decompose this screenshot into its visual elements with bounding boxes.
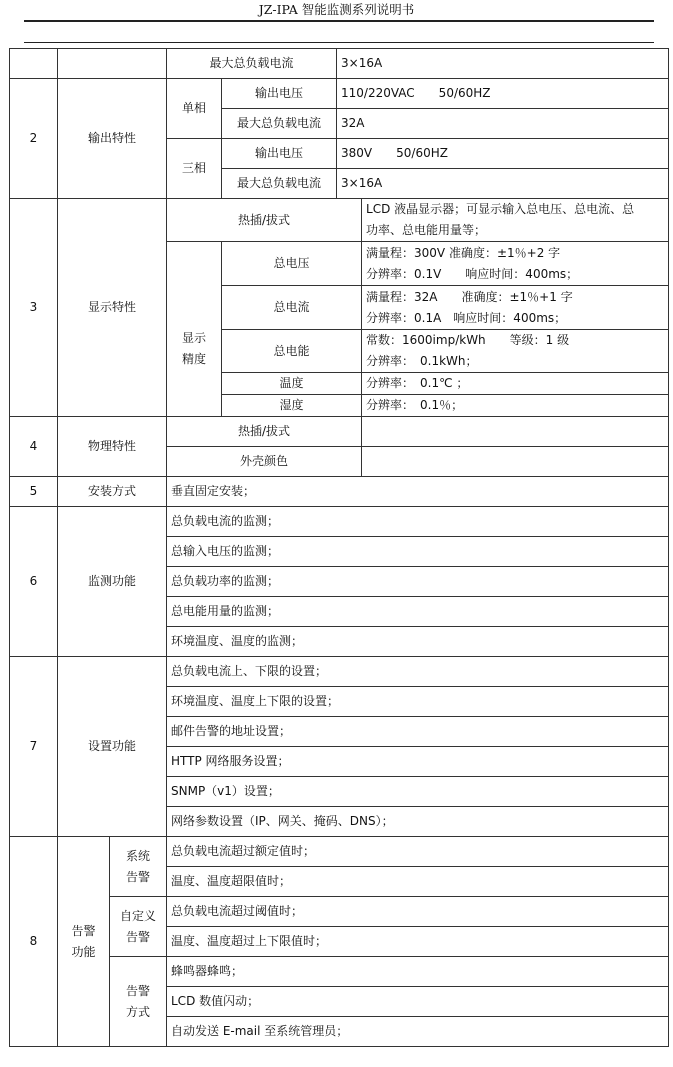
item-label: 总电能 [222, 330, 362, 373]
list-item: 总负载电流上、下限的设置； [167, 657, 669, 687]
item-value: 垂直固定安装； [167, 477, 669, 507]
list-item: SNMP（v1）设置； [167, 777, 669, 807]
item-value [362, 199, 669, 242]
list-item: 邮件告警的地址设置； [167, 717, 669, 747]
list-item: 总输入电压的监测； [167, 537, 669, 567]
item-label: 外壳颜色 [167, 447, 362, 477]
list-item: 环境温度、温度的监测； [167, 627, 669, 657]
item-value [362, 417, 669, 447]
list-item: 蜂鸣器蜂鸣； [167, 957, 669, 987]
item-value: 3×16A [337, 49, 669, 79]
list-item: 总负载电流超过阈值时； [167, 897, 669, 927]
section-number: 8 [10, 837, 58, 1047]
section-category: 监测功能 [58, 507, 167, 657]
table-row [10, 79, 669, 109]
list-item: 总电能用量的监测； [167, 597, 669, 627]
section-number: 4 [10, 417, 58, 477]
table-row [10, 837, 669, 867]
list-item: HTTP 网络服务设置； [167, 747, 669, 777]
item-value [362, 242, 669, 286]
section-category: 设置功能 [58, 657, 167, 837]
section-category: 输出特性 [58, 79, 167, 199]
section-category: 物理特性 [58, 417, 167, 477]
item-value [362, 447, 669, 477]
table-row [10, 657, 669, 687]
row-number-cell [10, 49, 58, 79]
header-rule-thick [24, 20, 654, 22]
list-item: 环境温度、温度上下限的设置； [167, 687, 669, 717]
item-label: 热插/拔式 [167, 417, 362, 447]
item-label: 最大总负载电流 [167, 49, 337, 79]
item-label: 总电流 [222, 286, 362, 330]
item-value: 3×16A [337, 169, 669, 199]
item-label: 输出电压 [222, 139, 337, 169]
value-line: 满量程：300V 准确度：±1％+2 字 [366, 245, 561, 260]
alarm-type-custom: 自定义 告警 [110, 897, 167, 957]
item-value [362, 330, 669, 373]
table-row [10, 477, 669, 507]
item-label: 总电压 [222, 242, 362, 286]
list-item: 温度、温度超限值时； [167, 867, 669, 897]
value-line: 功率、总电能用量等； [366, 223, 487, 237]
category-cell [58, 49, 167, 79]
section-number: 3 [10, 199, 58, 417]
value-line: 常数：1600imp/kWh 等级：1 级 [366, 333, 570, 347]
precision-label: 显示 精度 [167, 242, 222, 417]
list-item: 自动发送 E-mail 至系统管理员； [167, 1017, 669, 1047]
table-row [10, 417, 669, 447]
item-value: 110/220VAC 50/60HZ [337, 79, 669, 109]
list-item: 网络参数设置（IP、网关、掩码、DNS）； [167, 807, 669, 837]
list-item: LCD 数值闪动； [167, 987, 669, 1017]
value-line: LCD 液晶显示器；可显示输入总电压、总电流、总 [366, 202, 635, 216]
section-number: 6 [10, 507, 58, 657]
section-number: 5 [10, 477, 58, 507]
section-category: 安装方式 [58, 477, 167, 507]
section-number: 2 [10, 79, 58, 199]
table-row [10, 49, 669, 79]
spec-table [9, 48, 669, 1047]
item-value: 32A [337, 109, 669, 139]
item-value: 分辨率： 0.1％； [362, 395, 669, 417]
document-header: JZ-IPA 智能监测系列说明书 [258, 2, 415, 17]
section-number: 7 [10, 657, 58, 837]
phase-label: 三相 [167, 139, 222, 199]
section-category: 告警 功能 [58, 837, 110, 1047]
value-line: 分辨率：0.1V 响应时间：400ms； [366, 266, 579, 281]
value-line: 分辨率： 0.1kWh； [366, 354, 478, 368]
list-item: 总负载电流超过额定值时； [167, 837, 669, 867]
item-value: 分辨率： 0.1℃ ； [362, 373, 669, 395]
table-row [10, 199, 669, 242]
item-label: 输出电压 [222, 79, 337, 109]
alarm-mode: 告警 方式 [110, 957, 167, 1047]
item-value: 380V 50/60HZ [337, 139, 669, 169]
value-line: 满量程：32A 准确度：±1％+1 字 [366, 289, 573, 304]
item-label: 热插/拔式 [167, 199, 362, 242]
item-label: 湿度 [222, 395, 362, 417]
phase-label: 单相 [167, 79, 222, 139]
table-row [10, 507, 669, 537]
alarm-type-system: 系统 告警 [110, 837, 167, 897]
section-category: 显示特性 [58, 199, 167, 417]
value-line: 分辨率：0.1A 响应时间：400ms； [366, 310, 567, 325]
item-label: 最大总负载电流 [222, 169, 337, 199]
item-label: 最大总负载电流 [222, 109, 337, 139]
list-item: 温度、温度超过上下限值时； [167, 927, 669, 957]
item-value [362, 286, 669, 330]
list-item: 总负载功率的监测； [167, 567, 669, 597]
list-item: 总负载电流的监测； [167, 507, 669, 537]
header-rule-thin [24, 42, 654, 43]
item-label: 温度 [222, 373, 362, 395]
